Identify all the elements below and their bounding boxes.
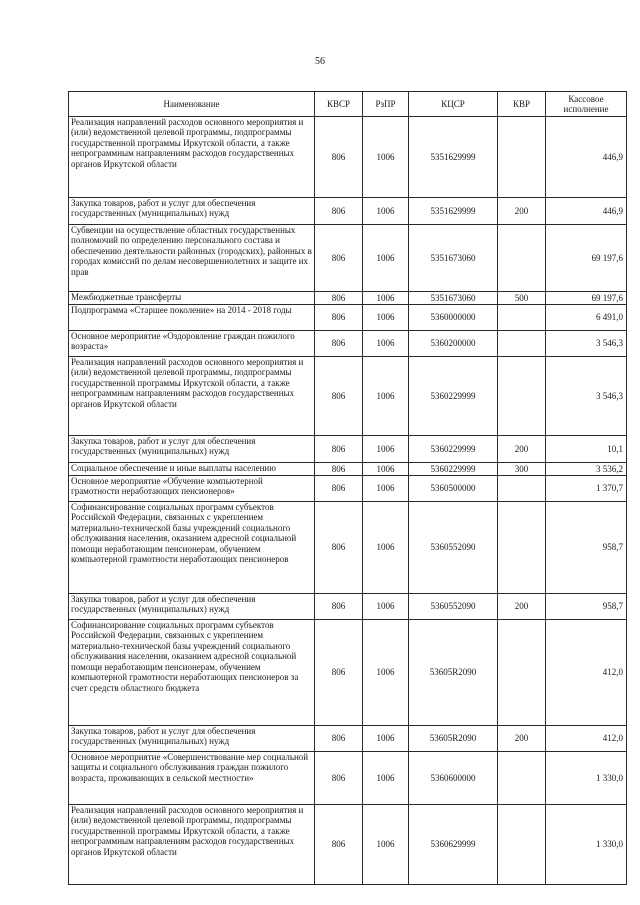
cell-kvsr: 806 [315, 225, 363, 292]
cell-kcsr: 5351629999 [409, 117, 498, 198]
table-row [69, 476, 627, 502]
cell-kcsr: 5360600000 [409, 752, 498, 805]
cell-kvr: 500 [498, 292, 546, 305]
cell-kvsr: 806 [315, 436, 363, 463]
cell-kcsr: 5360000000 [409, 305, 498, 331]
cell-kcsr: 5360229999 [409, 436, 498, 463]
table-row [69, 357, 627, 436]
cell-name: Закупка товаров, работ и услуг для обеспечения государственных (муниципальных) нужд [69, 436, 315, 463]
cell-name: Закупка товаров, работ и услуг для обеспечения государственных (муниципальных) нужд [69, 198, 315, 225]
cell-rzpr: 1006 [363, 436, 409, 463]
cell-execution: 6 491,0 [546, 305, 627, 331]
cell-kvsr: 806 [315, 752, 363, 805]
cell-kvr [498, 620, 546, 726]
header-kvsr: КВСР [315, 92, 363, 117]
cell-name: Основное мероприятие «Обучение компьютерной грамотности неработающих пенсионеров» [69, 476, 315, 502]
table-row [69, 752, 627, 805]
cell-kcsr: 5360629999 [409, 805, 498, 885]
cell-execution: 446,9 [546, 198, 627, 225]
cell-kvr [498, 357, 546, 436]
header-kcsr: КЦСР [409, 92, 498, 117]
cell-execution: 412,0 [546, 726, 627, 752]
table-row [69, 117, 627, 198]
cell-execution: 1 370,7 [546, 476, 627, 502]
cell-execution: 69 197,6 [546, 225, 627, 292]
table-row [69, 594, 627, 620]
cell-rzpr: 1006 [363, 292, 409, 305]
cell-name: Софинансирование социальных программ субъектов Российской Федерации, связанных с укреплением материально-технической базы учреждений социального обслуживания населения, оказанием адресной социальной помощи неработающим пенсионерам, обучением компьютерной грамотности неработающих пенсионеров [69, 502, 315, 594]
cell-kcsr: 53605R2090 [409, 726, 498, 752]
cell-kvsr: 806 [315, 502, 363, 594]
cell-kcsr: 5351673060 [409, 292, 498, 305]
cell-execution: 1 330,0 [546, 752, 627, 805]
cell-rzpr: 1006 [363, 357, 409, 436]
cell-kvsr: 806 [315, 476, 363, 502]
cell-kvr: 200 [498, 594, 546, 620]
cell-execution: 1 330,0 [546, 805, 627, 885]
cell-kvr: 300 [498, 463, 546, 476]
cell-kvr [498, 225, 546, 292]
cell-kvsr: 806 [315, 620, 363, 726]
cell-rzpr: 1006 [363, 805, 409, 885]
cell-execution: 3 546,3 [546, 331, 627, 357]
cell-name: Подпрограмма «Старшее поколение» на 2014 - 2018 годы [69, 305, 315, 331]
cell-rzpr: 1006 [363, 463, 409, 476]
cell-rzpr: 1006 [363, 198, 409, 225]
cell-name: Социальное обеспечение и иные выплаты населению [69, 463, 315, 476]
header-execution: Кассовое исполнение [546, 92, 627, 117]
cell-kvr: 200 [498, 436, 546, 463]
table-row [69, 198, 627, 225]
table-row [69, 292, 627, 305]
cell-name: Софинансирование социальных программ субъектов Российской Федерации, связанных с укреплением материально-технической базы учреждений социального обслуживания населения, оказанием адресной социальной помощи неработающим пенсионерам, обучением компьютерной грамотности неработающих пенсионеров за счет средств областного бюджета [69, 620, 315, 726]
cell-kvr: 200 [498, 726, 546, 752]
cell-kcsr: 5351629999 [409, 198, 498, 225]
cell-name: Межбюджетные трансферты [69, 292, 315, 305]
cell-rzpr: 1006 [363, 476, 409, 502]
cell-name: Субвенции на осуществление областных государственных полномочий по определению персонального состава и обеспечению деятельности районных (городских), районных в городах комиссий по делам несовершеннолетних и защите их прав [69, 225, 315, 292]
cell-kcsr: 53605R2090 [409, 620, 498, 726]
cell-execution: 3 546,3 [546, 357, 627, 436]
cell-rzpr: 1006 [363, 752, 409, 805]
table-row [69, 436, 627, 463]
cell-name: Реализация направлений расходов основного мероприятия и (или) ведомственной целевой программы, подпрограммы государственной программы Иркутской области, а также непрограммным направлениям расходов государственных органов Иркутской области [69, 117, 315, 198]
cell-kcsr: 5360200000 [409, 331, 498, 357]
cell-kvsr: 806 [315, 463, 363, 476]
table-row [69, 331, 627, 357]
cell-execution: 958,7 [546, 594, 627, 620]
cell-rzpr: 1006 [363, 594, 409, 620]
cell-kvsr: 806 [315, 292, 363, 305]
cell-kvr [498, 117, 546, 198]
cell-kvr [498, 805, 546, 885]
cell-execution: 3 536,2 [546, 463, 627, 476]
cell-kcsr: 5360229999 [409, 463, 498, 476]
cell-kvsr: 806 [315, 305, 363, 331]
table-row [69, 502, 627, 594]
cell-kvsr: 806 [315, 331, 363, 357]
table-row [69, 305, 627, 331]
cell-kvsr: 806 [315, 357, 363, 436]
cell-name: Основное мероприятие «Оздоровление граждан пожилого возраста» [69, 331, 315, 357]
cell-kvsr: 806 [315, 726, 363, 752]
cell-execution: 69 197,6 [546, 292, 627, 305]
cell-rzpr: 1006 [363, 225, 409, 292]
cell-kvsr: 806 [315, 117, 363, 198]
table-row [69, 620, 627, 726]
header-name: Наименование [69, 92, 315, 117]
cell-kvsr: 806 [315, 198, 363, 225]
cell-rzpr: 1006 [363, 620, 409, 726]
cell-kvr: 200 [498, 198, 546, 225]
table-row [69, 726, 627, 752]
cell-kcsr: 5360552090 [409, 594, 498, 620]
page-number: 56 [315, 56, 325, 67]
table-header-row [69, 92, 627, 117]
cell-kvsr: 806 [315, 805, 363, 885]
header-kvr: КВР [498, 92, 546, 117]
table-row [69, 805, 627, 885]
cell-kvr [498, 331, 546, 357]
cell-name: Закупка товаров, работ и услуг для обеспечения государственных (муниципальных) нужд [69, 594, 315, 620]
cell-name: Реализация направлений расходов основного мероприятия и (или) ведомственной целевой программы, подпрограммы государственной программы Иркутской области, а также непрограммным направлениям расходов государственных органов Иркутской области [69, 357, 315, 436]
cell-kvsr: 806 [315, 594, 363, 620]
budget-execution-table [68, 91, 627, 885]
cell-rzpr: 1006 [363, 502, 409, 594]
table-row [69, 225, 627, 292]
cell-name: Закупка товаров, работ и услуг для обеспечения государственных (муниципальных) нужд [69, 726, 315, 752]
cell-rzpr: 1006 [363, 331, 409, 357]
cell-kcsr: 5360552090 [409, 502, 498, 594]
cell-kvr [498, 305, 546, 331]
cell-rzpr: 1006 [363, 305, 409, 331]
cell-kcsr: 5360500000 [409, 476, 498, 502]
cell-kvr [498, 502, 546, 594]
cell-execution: 446,9 [546, 117, 627, 198]
cell-kvr [498, 476, 546, 502]
header-rzpr: РзПР [363, 92, 409, 117]
cell-execution: 958,7 [546, 502, 627, 594]
cell-name: Основное мероприятие «Совершенствование мер социальной защиты и социального обслуживания граждан пожилого возраста, проживающих в сельской местности» [69, 752, 315, 805]
cell-execution: 10,1 [546, 436, 627, 463]
cell-rzpr: 1006 [363, 726, 409, 752]
cell-kvr [498, 752, 546, 805]
cell-name: Реализация направлений расходов основного мероприятия и (или) ведомственной целевой программы, подпрограммы государственной программы Иркутской области, а также непрограммным направлениям расходов государственных органов Иркутской области [69, 805, 315, 885]
cell-rzpr: 1006 [363, 117, 409, 198]
cell-execution: 412,0 [546, 620, 627, 726]
cell-kcsr: 5351673060 [409, 225, 498, 292]
table-row [69, 463, 627, 476]
cell-kcsr: 5360229999 [409, 357, 498, 436]
